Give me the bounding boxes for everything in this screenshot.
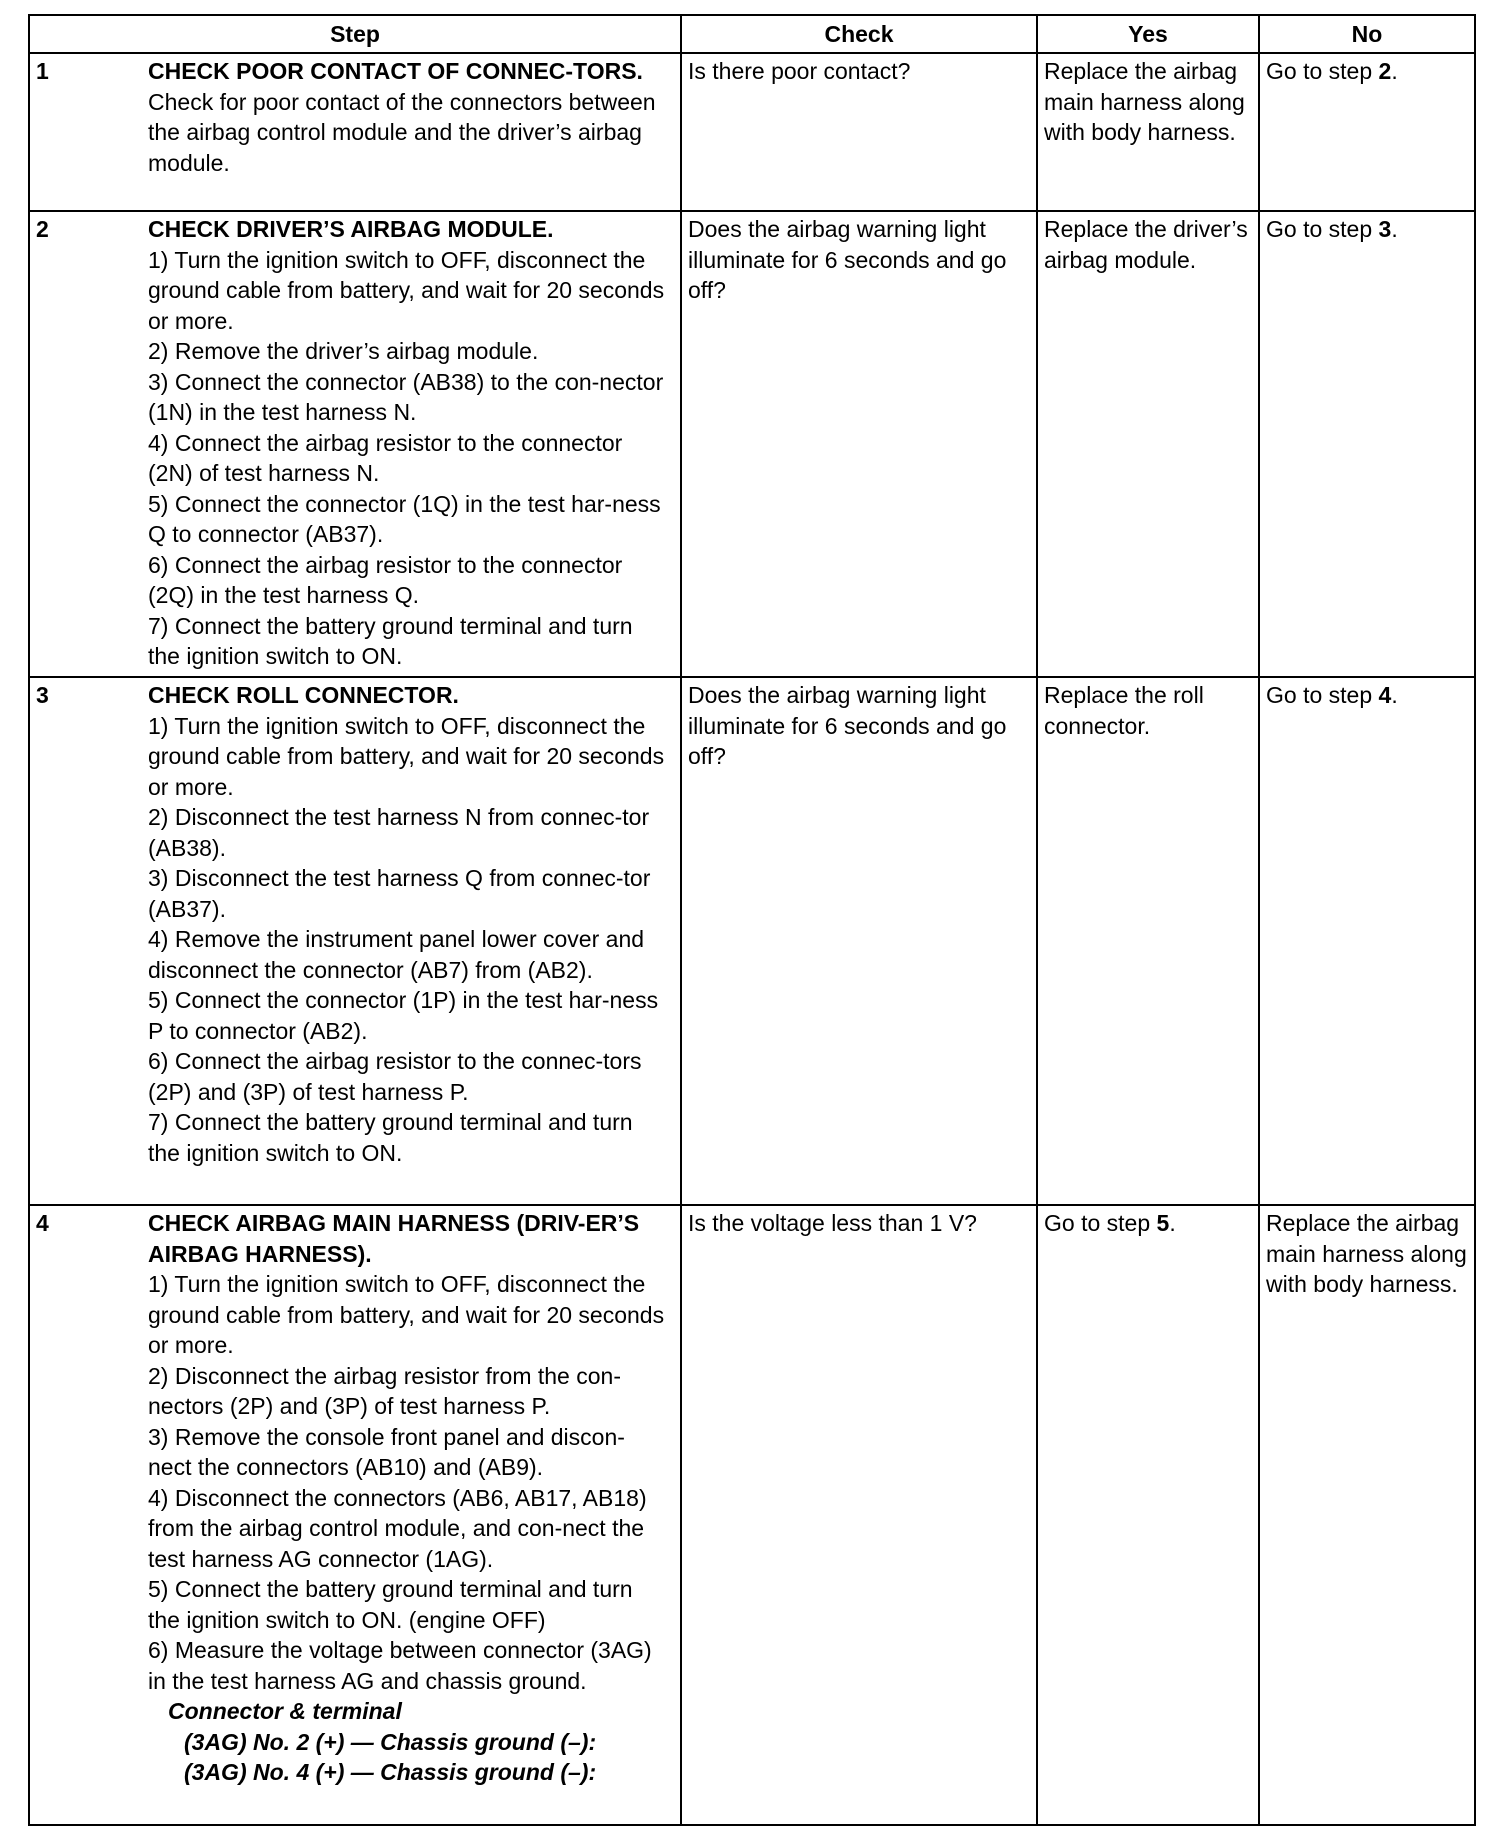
step-item: 2) Disconnect the test harness N from connec-tor (AB38). bbox=[148, 804, 650, 861]
step-title: CHECK DRIVER’S AIRBAG MODULE. bbox=[148, 216, 554, 242]
step-item: 1) Turn the ignition switch to OFF, disconnect the ground cable from battery, and wait for 20 seconds or more. bbox=[148, 246, 665, 334]
step-item: 3) Remove the console front panel and discon-nect the connectors (AB10) and (AB9). bbox=[148, 1423, 625, 1480]
no-cell bbox=[1259, 677, 1475, 1205]
table-row bbox=[29, 211, 1475, 677]
no-suffix: . bbox=[1391, 58, 1398, 84]
step-item: 7) Connect the battery ground terminal and turn the ignition switch to ON. bbox=[148, 612, 633, 669]
step-body bbox=[148, 1208, 668, 1788]
step-item: 5) Connect the connector (1P) in the test har-ness P to connector (AB2). bbox=[148, 987, 659, 1044]
step-title: CHECK AIRBAG MAIN HARNESS (DRIV-ER’S AIRBAG HARNESS). bbox=[148, 1210, 640, 1267]
no-text: Go to step bbox=[1266, 58, 1379, 84]
step-item: 1) Turn the ignition switch to OFF, disconnect the ground cable from battery, and wait for 20 seconds or more. bbox=[148, 1271, 665, 1358]
step-title: CHECK ROLL CONNECTOR. bbox=[148, 682, 459, 708]
no-suffix: . bbox=[1391, 682, 1398, 708]
step-title: CHECK POOR CONTACT OF CONNEC-TORS. bbox=[148, 58, 643, 84]
no-suffix: . bbox=[1391, 216, 1398, 242]
header-row bbox=[29, 15, 1475, 53]
step-intro: Check for poor contact of the connectors between the airbag control module and the driver’s airbag module. bbox=[148, 88, 656, 176]
step-item: 2) Disconnect the airbag resistor from the con-nectors (2P) and (3P) of test harness P. bbox=[148, 1362, 621, 1419]
connector-terminal-heading: Connector & terminal bbox=[168, 1698, 402, 1724]
step-body bbox=[148, 56, 668, 178]
step-item: 7) Connect the battery ground terminal and turn the ignition switch to ON. bbox=[148, 1109, 633, 1166]
step-item: 3) Connect the connector (AB38) to the con-nector (1N) in the test harness N. bbox=[148, 368, 664, 425]
connector-terminal-line: (3AG) No. 4 (+) — Chassis ground (–): bbox=[184, 1759, 597, 1785]
step-item: 6) Connect the airbag resistor to the connec-tors (2P) and (3P) of test harness P. bbox=[148, 1048, 642, 1105]
step-item: 5) Connect the connector (1Q) in the test har-ness Q to connector (AB37). bbox=[148, 490, 661, 547]
step-number: 2 bbox=[36, 216, 49, 242]
yes-text: Go to step bbox=[1044, 1210, 1157, 1236]
table-row bbox=[29, 677, 1475, 1205]
yes-cell: Replace the roll connector. bbox=[1037, 677, 1259, 1205]
check-cell: Does the airbag warning light illuminate for 6 seconds and go off? bbox=[681, 211, 1037, 677]
step-item: 4) Connect the airbag resistor to the connector (2N) of test harness N. bbox=[148, 429, 623, 486]
step-number: 3 bbox=[36, 682, 49, 708]
step-body bbox=[148, 680, 668, 1168]
step-cell bbox=[29, 1205, 681, 1825]
step-cell bbox=[29, 211, 681, 677]
no-step-ref: 2 bbox=[1378, 58, 1392, 84]
check-cell: Is there poor contact? bbox=[681, 53, 1037, 211]
header-check: Check bbox=[681, 15, 1037, 53]
no-step-ref: 4 bbox=[1378, 682, 1392, 708]
step-number: 4 bbox=[36, 1210, 49, 1236]
diagnostic-table bbox=[28, 14, 1476, 1826]
step-item: 4) Disconnect the connectors (AB6, AB17, AB18) from the airbag control module, and con-nect the test harness AG connector (1AG). bbox=[148, 1484, 647, 1572]
no-cell bbox=[1259, 211, 1475, 677]
connector-terminal-line: (3AG) No. 2 (+) — Chassis ground (–): bbox=[184, 1728, 597, 1755]
step-body bbox=[148, 214, 668, 672]
step-item: 3) Disconnect the test harness Q from connec-tor (AB37). bbox=[148, 865, 651, 922]
yes-step-ref: 5 bbox=[1156, 1210, 1170, 1236]
yes-cell bbox=[1037, 1205, 1259, 1825]
table-row bbox=[29, 1205, 1475, 1825]
check-cell: Does the airbag warning light illuminate for 6 seconds and go off? bbox=[681, 677, 1037, 1205]
header-yes: Yes bbox=[1037, 15, 1259, 53]
step-item: 5) Connect the battery ground terminal and turn the ignition switch to ON. (engine OFF) bbox=[148, 1576, 633, 1633]
no-text: Go to step bbox=[1266, 216, 1379, 242]
no-cell: Replace the airbag main harness along with body harness. bbox=[1259, 1205, 1475, 1825]
table-row bbox=[29, 53, 1475, 211]
no-cell bbox=[1259, 53, 1475, 211]
no-step-ref: 3 bbox=[1378, 216, 1392, 242]
yes-cell: Replace the airbag main harness along with body harness. bbox=[1037, 53, 1259, 211]
step-item: 6) Measure the voltage between connector (3AG) in the test harness AG and chassis ground. bbox=[148, 1637, 652, 1694]
check-cell: Is the voltage less than 1 V? bbox=[681, 1205, 1037, 1825]
step-item: 6) Connect the airbag resistor to the connector (2Q) in the test harness Q. bbox=[148, 551, 623, 608]
header-no: No bbox=[1259, 15, 1475, 53]
step-cell bbox=[29, 677, 681, 1205]
step-item: 4) Remove the instrument panel lower cover and disconnect the connector (AB7) from (AB2). bbox=[148, 926, 645, 983]
yes-suffix: . bbox=[1169, 1210, 1176, 1236]
step-number: 1 bbox=[36, 58, 49, 84]
header-step: Step bbox=[29, 15, 681, 53]
step-item: 1) Turn the ignition switch to OFF, disconnect the ground cable from battery, and wait for 20 seconds or more. bbox=[148, 712, 665, 800]
yes-cell: Replace the driver’s airbag module. bbox=[1037, 211, 1259, 677]
step-cell bbox=[29, 53, 681, 211]
step-item: 2) Remove the driver’s airbag module. bbox=[148, 338, 539, 364]
no-text: Go to step bbox=[1266, 682, 1379, 708]
